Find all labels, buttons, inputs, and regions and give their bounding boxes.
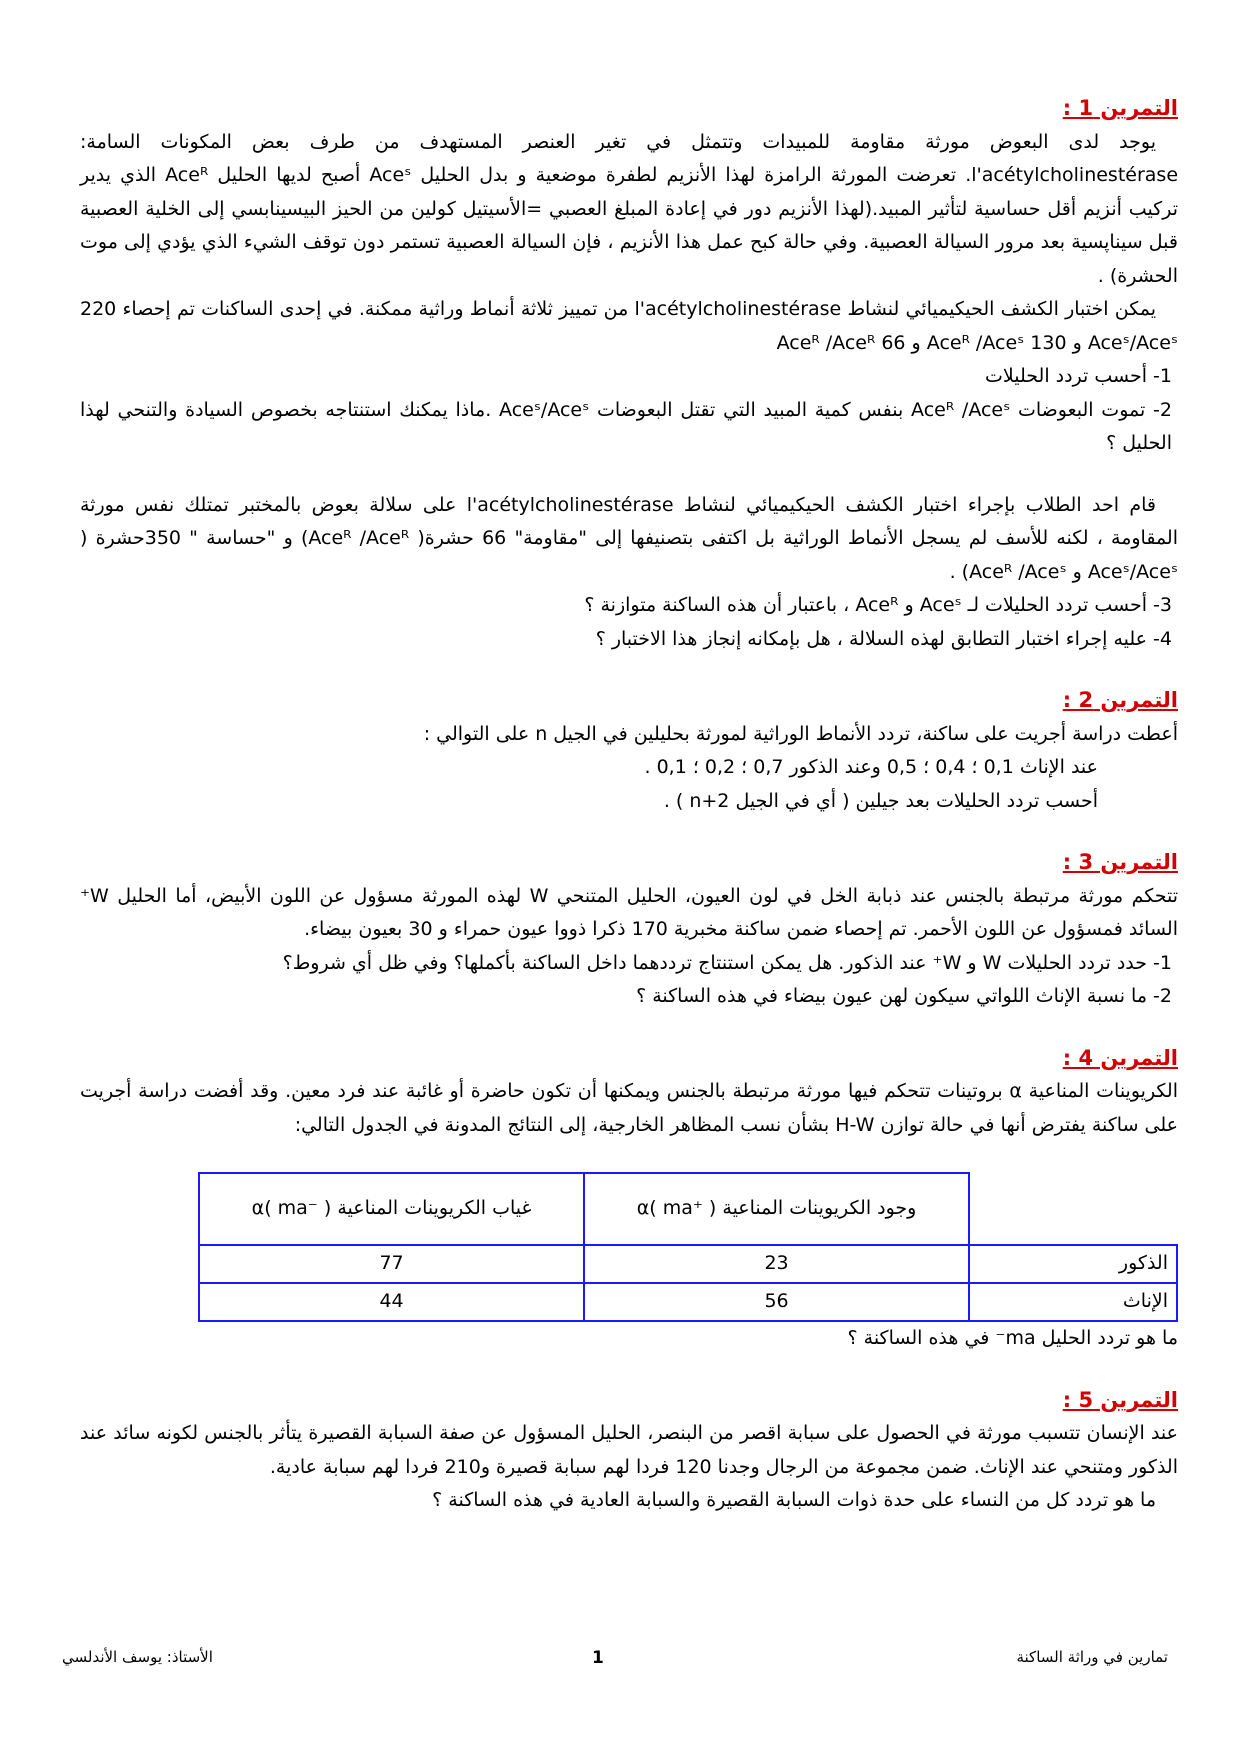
exercise-2-title: التمرين 2 :: [1062, 688, 1178, 712]
table-row-label-males: الذكور: [969, 1245, 1177, 1283]
exercise-3-paragraph-1: تتحكم مورثة مرتبطة بالجنس عند ذبابة الخل في لون العيون، الحليل المتنحي W لهذه المورثة مسؤول عن اللون الأبيض، أما الحليل W⁺ السائد فمسؤول عن اللون الأحمر. تم إحصاء ضمن ساكنة مخبرية 170 ذكرا ذووا عيون حمراء و 30 بعيون بيضاء.: [80, 884, 1178, 940]
exercise-3-question-2: 2- ما نسبة الإناث اللواتي سيكون لهن عيون بيضاء في هذه الساكنة ؟: [636, 985, 1172, 1007]
table-header-present: وجود الكريوينات المناعية α( ma⁺ ): [584, 1173, 969, 1245]
footer-doc-title: تمارين في وراثة الساكنة: [1016, 1648, 1168, 1666]
exercise-5-question: ما هو تردد كل من النساء على حدة ذوات السبابة القصيرة والسبابة العادية في هذه الساكنة ؟: [432, 1489, 1156, 1511]
exercise-5-paragraph-1: عند الإنسان تتسبب مورثة في الحصول على سبابة اقصر من البنصر، الحليل المسؤول عن صفة السبابة القصيرة يتأثر بالجنس لكونه سائد عند الذكور ومتنحي عند الإناث. ضمن مجموعة من الرجال وجدنا 120 فردا لهم سبابة قصيرة و210 فردا لهم سبابة عادية.: [80, 1422, 1178, 1478]
exercise-1-question-3: 3- أحسب تردد الحليلات لـ Aceˢ و Aceᴿ ، باعتبار أن هذه الساكنة متوازنة ؟: [584, 594, 1172, 616]
table-cell-females-absent: 44: [199, 1283, 584, 1321]
exercise-4-title: التمرين 4 :: [1062, 1045, 1178, 1070]
exercise-1-paragraph-1: يوجد لدى البعوض مورثة مقاومة للمبيدات وتتمثل في تغير العنصر المستهدف من طرف بعض المكونات السامة: l'acétylcholinestérase. تعرضت المورثة الرامزة لهذا الأنزيم لطفرة موضعية و بدل الحليل Aceˢ أصبح لديها الحليل Aceᴿ الذي يدير تركيب أنزيم أقل حساسية لتأثير المبيد.(لهذا الأنزيم دور في إعادة المبلغ العصبي =الأسيتيل كولين من الحيز البيسينابسي إلى الخلية العصبية قبل سيناپسية بعد مرور السيالة العصبية. وفي حالة كبح عمل هذا الأنزيم ، فإن السيالة العصبية تستمر دون توقف الشيء الذي يؤدي إلى موت الحشرة) .: [80, 130, 1179, 287]
table-row: [199, 1245, 1177, 1283]
footer-author: الأستاذ: يوسف الأندلسي: [62, 1648, 213, 1666]
exercise-1-title: التمرين 1 :: [1062, 96, 1178, 120]
exercise-2-paragraph-1: أعطت دراسة أجريت على ساكنة، تردد الأنماط الوراثية لمورثة بحليلين في الجيل n على التوالي :: [423, 722, 1178, 745]
exercise-1-paragraph-3: قام احد الطلاب بإجراء اختبار الكشف الحيكيميائي لنشاط l'acétylcholinestérase على سلالة بعوض بالمختبر تمتلك نفس مورثة المقاومة ، لكنه للأسف لم يسجل الأنماط الوراثية بل اكتفى بتصنيفها إلى "مقاومة" 66 حشرة( Aceᴿ /Aceᴿ) و "حساسة " 350حشرة ( Aceˢ/Aceˢ و Aceᴿ /Aceˢ) .: [80, 493, 1179, 583]
table-row: [199, 1283, 1177, 1321]
table-corner-cell: [969, 1173, 1177, 1245]
document-body: [80, 92, 1178, 1518]
table-header-absent: غياب الكريوينات المناعية α( ma⁻ ): [199, 1173, 584, 1245]
table-header-row: [199, 1173, 1177, 1245]
table-cell-females-present: 56: [584, 1283, 969, 1321]
footer-page-number: 1: [592, 1648, 604, 1668]
table-row-label-females: الإناث: [969, 1283, 1177, 1321]
exercise-1-question-2: 2- تموت البعوضات Aceᴿ /Aceˢ بنفس كمية المبيد التي تقتل البعوضات Aceˢ/Aceˢ .ماذا يمكنك استنتاجه بخصوص السيادة والتنحي لهذا الحليل ؟: [80, 398, 1172, 454]
exercise-4-paragraph-1: الكريوينات المناعية α بروتينات تتحكم فيها مورثة مرتبطة بالجنس ويمكنها أن تكون حاضرة أو غائبة عند فرد معين. وقد أفضت دراسة أجريت على ساكنة يفترض أنها في حالة توازن H-W بشأن نسب المظاهر الخارجية، إلى النتائج المدونة في الجدول التالي:: [80, 1080, 1178, 1136]
exercise-2-question: أحسب تردد الحليلات بعد جيلين ( أي في الجيل n+2 ) .: [663, 789, 1098, 812]
exercise-3-question-1: 1- حدد تردد الحليلات W و W⁺ عند الذكور. هل يمكن استنتاج ترددهما داخل الساكنة بأكملها؟ وفي ظل أي شروط؟: [282, 951, 1172, 974]
table-cell-males-present: 23: [584, 1245, 969, 1283]
exercise-2-frequencies: عند الإناث 0,1 ؛ 0,4 ؛ 0,5 وعند الذكور 0,7 ؛ 0,2 ؛ 0,1 .: [644, 756, 1098, 778]
exercise-5-title: التمرين 5 :: [1062, 1387, 1178, 1412]
exercise-1-question-1: 1- أحسب تردد الحليلات: [985, 365, 1172, 387]
exercise-1-paragraph-2: يمكن اختبار الكشف الحيكيميائي لنشاط l'acétylcholinestérase من تمييز ثلاثة أنماط وراثية ممكنة. في إحدى الساكنات تم إحصاء 220 Aceˢ/Aceˢ و 130 Aceᴿ /Aceˢ و 66 Aceᴿ /Aceᴿ: [80, 298, 1178, 354]
table-cell-males-absent: 77: [199, 1245, 584, 1283]
exercise-3-title: التمرين 3 :: [1062, 850, 1178, 874]
exercise-4-question: ما هو تردد الحليل ma⁻ في هذه الساكنة ؟: [847, 1327, 1178, 1349]
results-table: [198, 1172, 1178, 1322]
exercise-1-question-4: 4- عليه إجراء اختبار التطابق لهذه السلالة ، هل بإمكانه إنجاز هذا الاختبار ؟: [595, 627, 1172, 650]
